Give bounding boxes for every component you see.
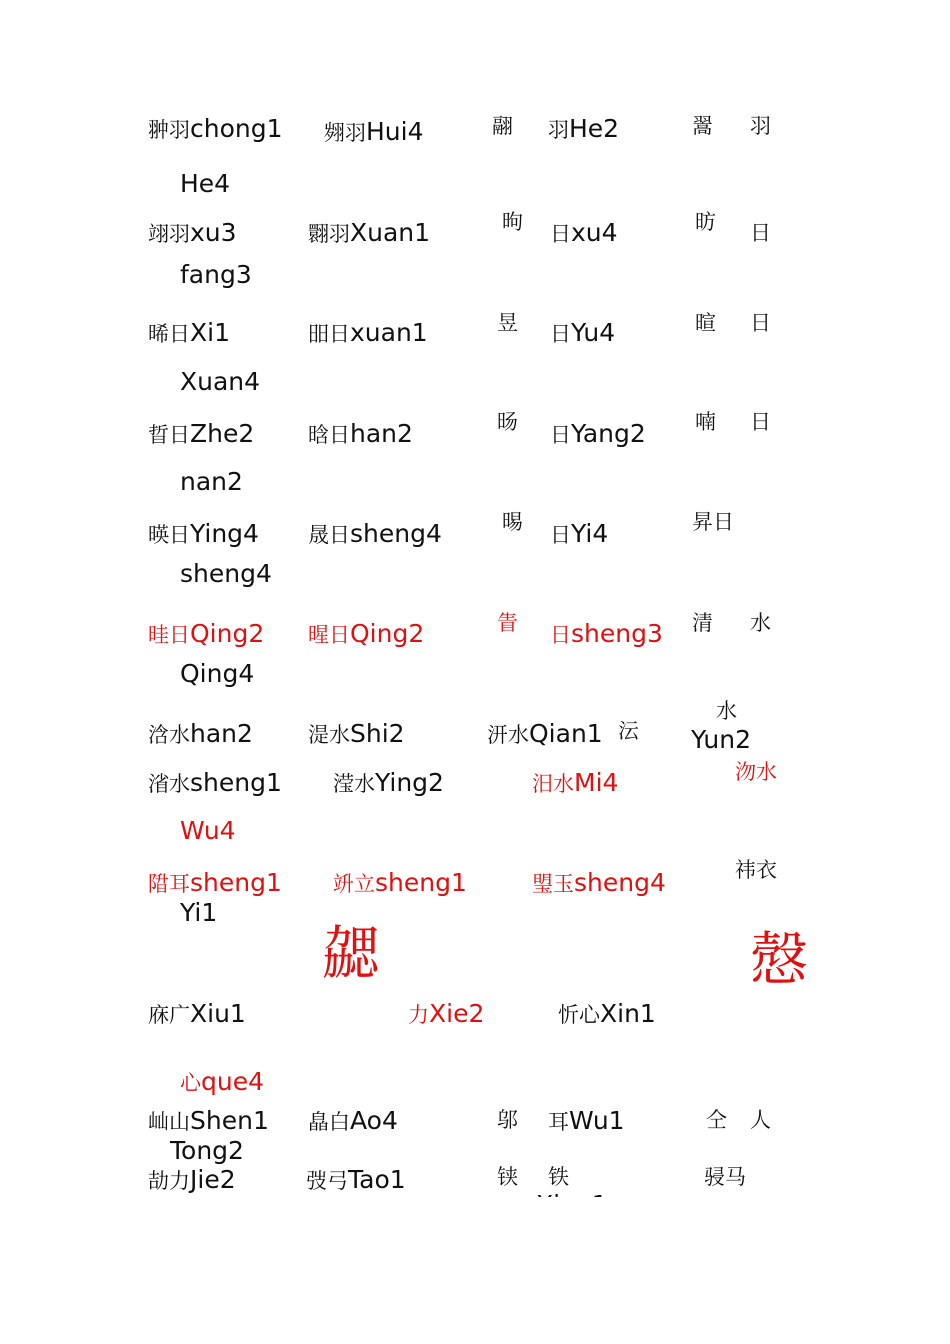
entry-r11a: [148, 1108, 269, 1133]
pinyin-text: sheng1: [375, 868, 467, 897]
pinyin-text: Qing2: [350, 619, 425, 648]
hanzi-text: 陹耳: [148, 872, 190, 896]
hanzi-text: 滢水: [333, 772, 375, 796]
entry-r4c: [497, 412, 518, 433]
pinyin-text: Ao4: [350, 1106, 398, 1135]
entry-r11d: [548, 1108, 625, 1133]
entry-r8c: [532, 770, 618, 795]
pinyin-text: Yu4: [571, 318, 616, 347]
entry-big2: [750, 925, 809, 993]
hanzi-text: 水: [750, 611, 771, 635]
entry-r12b: [306, 1167, 406, 1192]
entry-r6c: [497, 613, 518, 634]
entry-r5b: [308, 521, 442, 546]
hanzi-text: 晆日: [148, 623, 190, 647]
entry-r2c: [502, 212, 523, 233]
entry-r11g: [170, 1138, 244, 1163]
entry-r2e: [695, 212, 716, 233]
pinyin-text: fang3: [180, 260, 252, 289]
entry-r3f: [750, 313, 771, 334]
entry-r9g: [180, 900, 217, 925]
hanzi-text: 邬: [497, 1108, 518, 1132]
hanzi-text: 翯: [692, 114, 713, 138]
pinyin-text: Yi1: [180, 898, 218, 927]
entry-r10a: [148, 1001, 246, 1026]
hanzi-text: 羽: [750, 114, 771, 138]
entry-r3d: [550, 320, 615, 345]
pinyin-text: nan2: [180, 467, 243, 496]
pinyin-text: Xuan4: [180, 367, 261, 396]
pinyin-text: Xiu1: [190, 999, 246, 1028]
pinyin-text: Qian1: [529, 719, 603, 748]
pinyin-text: Xuan1: [350, 218, 431, 247]
entry-r1d: [548, 116, 619, 141]
hanzi-text: 晞日: [148, 322, 190, 346]
entry-r6b: [308, 621, 424, 646]
hanzi-text: 忻心: [558, 1003, 600, 1027]
entry-r8d: [735, 762, 777, 783]
hanzi-text: 庥广: [148, 1003, 190, 1027]
hanzi-text: 汧水: [487, 723, 529, 747]
hanzi-text: 劼力: [148, 1169, 190, 1193]
hanzi-text: 日: [550, 523, 571, 547]
entry-r1c: [492, 116, 513, 137]
entry-r11e: [706, 1110, 727, 1131]
pinyin-text: Qing2: [190, 619, 265, 648]
hanzi-text: 翾羽: [308, 222, 350, 246]
hanzi-text: 昍日: [308, 322, 350, 346]
hanzi-text: 屾山: [148, 1110, 190, 1134]
entry-r9c: [532, 870, 666, 895]
pinyin-text: xu4: [571, 218, 618, 247]
hanzi-text: 水: [716, 699, 737, 723]
entry-r4d: [550, 421, 646, 446]
hanzi-text: 日: [550, 623, 571, 647]
pinyin-text: Qing4: [180, 659, 255, 688]
entry-r5e: [692, 512, 734, 533]
hanzi-text: 铗: [497, 1165, 518, 1189]
pinyin-text: He2: [569, 114, 620, 143]
entry-r6d: [550, 621, 663, 646]
hanzi-text: 旸: [497, 410, 518, 434]
pinyin-text: Wu1: [569, 1106, 625, 1135]
entry-r7d: [618, 721, 639, 742]
pinyin-text: han2: [350, 419, 413, 448]
pinyin-text: Wu4: [180, 816, 236, 845]
entry-r2d: [550, 220, 618, 245]
hanzi-text: 弢弓: [306, 1169, 348, 1193]
hanzi-text: 仝: [706, 1108, 727, 1132]
pinyin-text: Yang2: [571, 419, 646, 448]
pinyin-text: Xie2: [429, 999, 485, 1028]
entry-r5d: [550, 521, 608, 546]
entry-r1a: [148, 116, 283, 141]
pinyin-text: que4: [201, 1067, 265, 1096]
entry-r7e: [716, 701, 737, 722]
hanzi-text: 翊羽: [148, 222, 190, 246]
hanzi-text: 皛白: [308, 1110, 350, 1134]
hanzi-text: 耳: [548, 1110, 569, 1134]
pinyin-text: sheng4: [574, 868, 666, 897]
hanzi-text: 骎马: [704, 1165, 746, 1189]
pinyin-text: Shen1: [190, 1106, 269, 1135]
entry-r7c: [487, 721, 603, 746]
entry-r5a: [148, 521, 259, 546]
entry-r4e: [695, 412, 716, 433]
pinyin-text: xu3: [190, 218, 237, 247]
entry-r10c: [558, 1001, 656, 1026]
entry-r2g: [180, 262, 252, 287]
hanzi-text: 昫: [502, 210, 523, 234]
entry-r3g: [180, 369, 260, 394]
pinyin-text: Mi4: [574, 768, 619, 797]
entry-r3b: [308, 320, 428, 345]
hanzi-text: 日: [750, 311, 771, 335]
entry-r11b: [308, 1108, 398, 1133]
entry-r12c: [497, 1167, 518, 1188]
entry-r12e: [704, 1167, 746, 1188]
pinyin-text: Tao1: [348, 1165, 406, 1194]
entry-r8g: [180, 818, 236, 843]
hanzi-text: 暒日: [308, 623, 350, 647]
entry-r6e: [692, 613, 713, 634]
pinyin-text: sheng4: [180, 559, 272, 588]
pinyin-text: Jie2: [190, 1165, 236, 1194]
hanzi-text: 浛水: [148, 723, 190, 747]
hanzi-text: 日: [750, 410, 771, 434]
hanzi-text: 暄: [695, 311, 716, 335]
entry-r8a: [148, 770, 282, 795]
entry-r1b: [324, 119, 424, 144]
hanzi-text: 清: [692, 611, 713, 635]
hanzi-text: 心: [180, 1071, 201, 1095]
entry-r9d: [735, 860, 777, 881]
entry-r10b: [408, 1001, 484, 1026]
entry-r12d: [548, 1167, 569, 1188]
hanzi-text: 琞玉: [532, 872, 574, 896]
pinyin-text: sheng1: [190, 768, 282, 797]
pinyin-text: Tong2: [170, 1136, 244, 1165]
entry-r8b: [333, 770, 444, 795]
hanzi-text: 日: [550, 423, 571, 447]
pinyin-text: xuan1: [350, 318, 428, 347]
hanzi-text: 竔立: [333, 872, 375, 896]
pinyin-text: He4: [180, 169, 231, 198]
hanzi-text: 日: [550, 322, 571, 346]
entry-r4g: [180, 469, 243, 494]
hanzi-text: 日: [750, 221, 771, 245]
entry-r1e: [692, 116, 713, 137]
entry-r7f: [691, 727, 751, 752]
pinyin-text: sheng1: [190, 868, 282, 897]
pinyin-text: Shi2: [350, 719, 405, 748]
entry-r10g: [180, 1069, 264, 1094]
pinyin-text: Hui4: [366, 117, 424, 146]
hanzi-text: 勰: [322, 919, 381, 987]
hanzi-text: 翙羽: [324, 121, 366, 145]
hanzi-text: 力: [408, 1003, 429, 1027]
hanzi-text: 昱: [497, 311, 518, 335]
hanzi-text: 昇日: [692, 510, 734, 534]
hanzi-text: 汨水: [532, 772, 574, 796]
hanzi-text: 眚: [497, 611, 518, 635]
hanzi-text: 渻水: [148, 772, 190, 796]
pinyin-text: Xi1: [190, 318, 230, 347]
entry-r6a: [148, 621, 264, 646]
hanzi-text: 湜水: [308, 723, 350, 747]
entry-r9b: [333, 870, 467, 895]
hanzi-text: 晗日: [308, 423, 350, 447]
entry-r9a: [148, 870, 282, 895]
pinyin-text: Xin1: [600, 999, 656, 1028]
pinyin-text: Yun2: [691, 725, 751, 754]
entry-r2a: [148, 220, 237, 245]
entry-r11c: [497, 1110, 518, 1131]
entry-r1g: [180, 171, 230, 196]
entry-r7a: [148, 721, 253, 746]
hanzi-text: 喃: [695, 410, 716, 434]
hanzi-text: 晢日: [148, 423, 190, 447]
entry-r6f: [750, 613, 771, 634]
hanzi-text: 翀羽: [148, 118, 190, 142]
hanzi-text: 人: [750, 1108, 771, 1132]
entry-r1f: [750, 116, 771, 137]
hanzi-text: 慤: [750, 925, 809, 993]
pinyin-text: chong1: [190, 114, 283, 143]
page-bottom-margin: [0, 1197, 950, 1344]
hanzi-text: 沕水: [735, 760, 777, 784]
pinyin-text: sheng3: [571, 619, 663, 648]
pinyin-text: Yi4: [571, 519, 609, 548]
pinyin-text: Ying4: [190, 519, 259, 548]
hanzi-text: 沄: [618, 719, 639, 743]
pinyin-text: Ying2: [375, 768, 444, 797]
entry-r4f: [750, 412, 771, 433]
hanzi-text: 昉: [695, 210, 716, 234]
hanzi-text: 日: [550, 222, 571, 246]
hanzi-text: 晟日: [308, 523, 350, 547]
hanzi-text: 暎日: [148, 523, 190, 547]
entry-r3c: [497, 313, 518, 334]
entry-r5c: [502, 512, 523, 533]
hanzi-text: 羽: [548, 118, 569, 142]
hanzi-text: 晹: [502, 510, 523, 534]
entry-r2f: [750, 223, 771, 244]
entry-r6g: [180, 661, 254, 686]
hanzi-text: 祎衣: [735, 858, 777, 882]
entry-r3a: [148, 320, 230, 345]
pinyin-text: han2: [190, 719, 253, 748]
entry-r11f: [750, 1110, 771, 1131]
entry-r4a: [148, 421, 254, 446]
entry-r7b: [308, 721, 405, 746]
hanzi-text: 铁: [548, 1165, 569, 1189]
entry-r2b: [308, 220, 430, 245]
pinyin-text: Zhe2: [190, 419, 255, 448]
entry-r5g: [180, 561, 272, 586]
entry-r12a: [148, 1167, 236, 1192]
hanzi-text: 翮: [492, 114, 513, 138]
entry-big1: [322, 919, 381, 987]
pinyin-text: sheng4: [350, 519, 442, 548]
entry-r3e: [695, 313, 716, 334]
entry-r4b: [308, 421, 413, 446]
